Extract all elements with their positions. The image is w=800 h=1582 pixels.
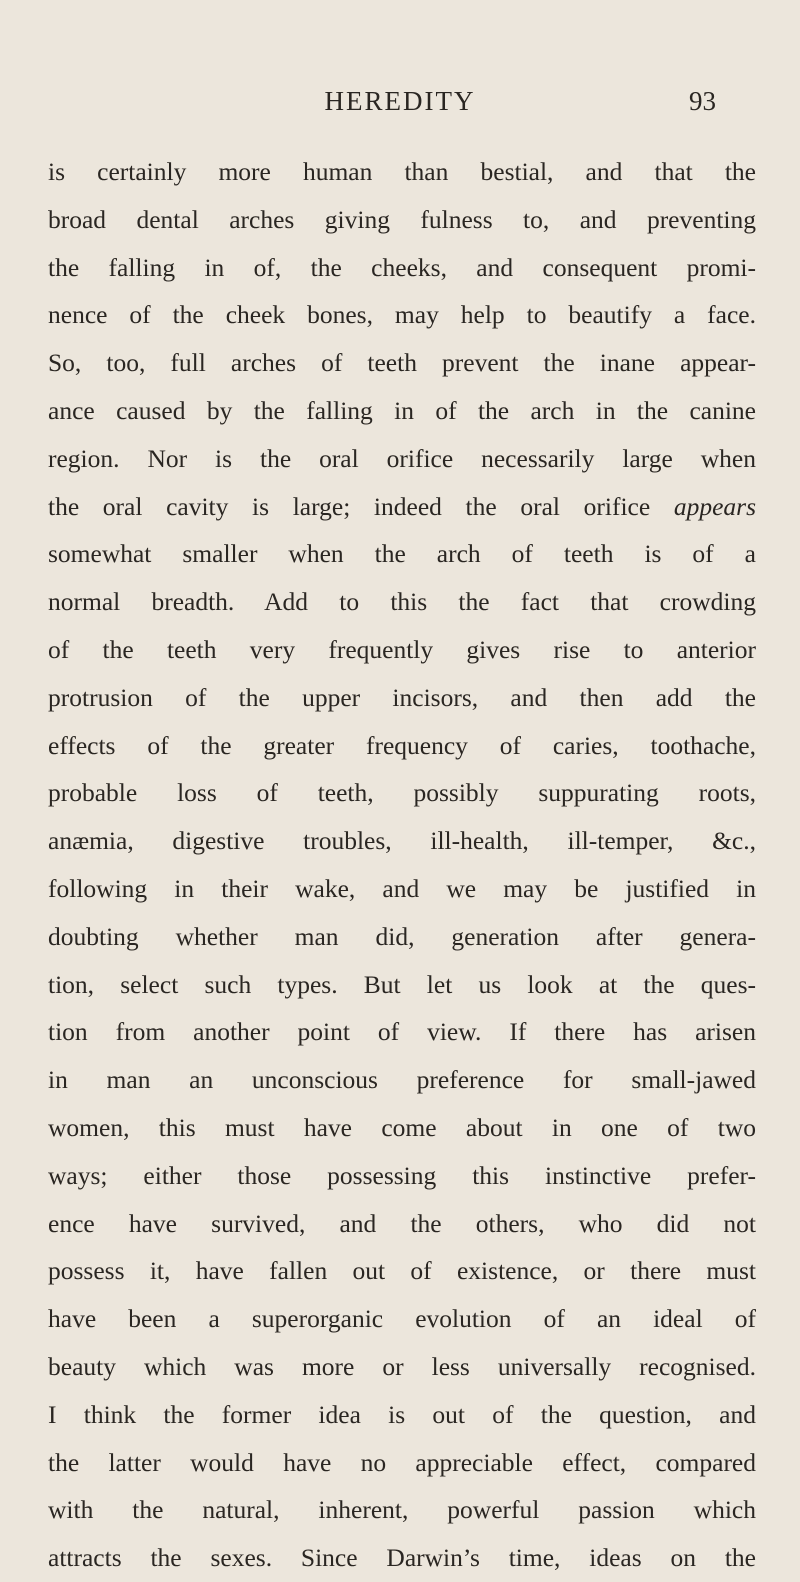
- text-line: ways; either those possessing this instinctive prefer-: [48, 1160, 756, 1190]
- text-line: with the natural, inherent, powerful passion which: [48, 1495, 756, 1525]
- text-line: region. Nor is the oral orifice necessarily large when: [48, 443, 756, 473]
- body-text: [48, 148, 756, 1582]
- text-line: probable loss of teeth, possibly suppurating roots,: [48, 778, 756, 808]
- text-line: the oral cavity is large; indeed the oral orifice appears: [48, 491, 756, 521]
- text-line: is certainly more human than bestial, and that the: [48, 157, 756, 186]
- text-line: tion, select such types. But let us look at the ques-: [48, 969, 756, 999]
- text-line: doubting whether man did, generation after genera-: [48, 921, 756, 951]
- text-line: So, too, full arches of teeth prevent the inane appear-: [48, 348, 756, 378]
- text-line: somewhat smaller when the arch of teeth is of a: [48, 539, 756, 569]
- text-line: beauty which was more or less universally recognised.: [48, 1351, 756, 1381]
- text-line: of the teeth very frequently gives rise to anterior: [48, 634, 756, 664]
- text-line: attracts the sexes. Since Darwin’s time, ideas on the: [48, 1543, 756, 1573]
- text-line: ance caused by the falling in of the arch in the canine: [48, 395, 756, 425]
- text-line: the latter would have no appreciable effect, compared: [48, 1447, 756, 1477]
- text-line: ence have survived, and the others, who did not: [48, 1208, 756, 1238]
- text-line: anæmia, digestive troubles, ill-health, ill-temper, &c.,: [48, 826, 756, 856]
- page-number: 93: [689, 86, 716, 116]
- running-title: HEREDITY: [324, 86, 476, 116]
- text-line: in man an unconscious preference for small-jawed: [48, 1065, 756, 1095]
- text-line: normal breadth. Add to this the fact that crowding: [48, 587, 756, 617]
- text-line: protrusion of the upper incisors, and then add the: [48, 682, 756, 712]
- text-line: effects of the greater frequency of caries, toothache,: [48, 730, 756, 760]
- text-line: I think the former idea is out of the question, and: [48, 1399, 756, 1429]
- emphasis-word: appears: [673, 491, 756, 521]
- text-line: have been a superorganic evolution of an ideal of: [48, 1304, 756, 1334]
- text-line: the falling in of, the cheeks, and consequent promi-: [48, 252, 756, 282]
- text-line: tion from another point of view. If there has arisen: [48, 1017, 756, 1047]
- text-line: broad dental arches giving fulness to, and preventing: [48, 204, 756, 234]
- text-line: women, this must have come about in one of two: [48, 1112, 756, 1142]
- text-line: nence of the cheek bones, may help to beautify a face.: [48, 300, 756, 330]
- text-line: following in their wake, and we may be justified in: [48, 873, 756, 903]
- text-line: possess it, have fallen out of existence, or there must: [48, 1256, 756, 1286]
- page-header: [36, 86, 764, 126]
